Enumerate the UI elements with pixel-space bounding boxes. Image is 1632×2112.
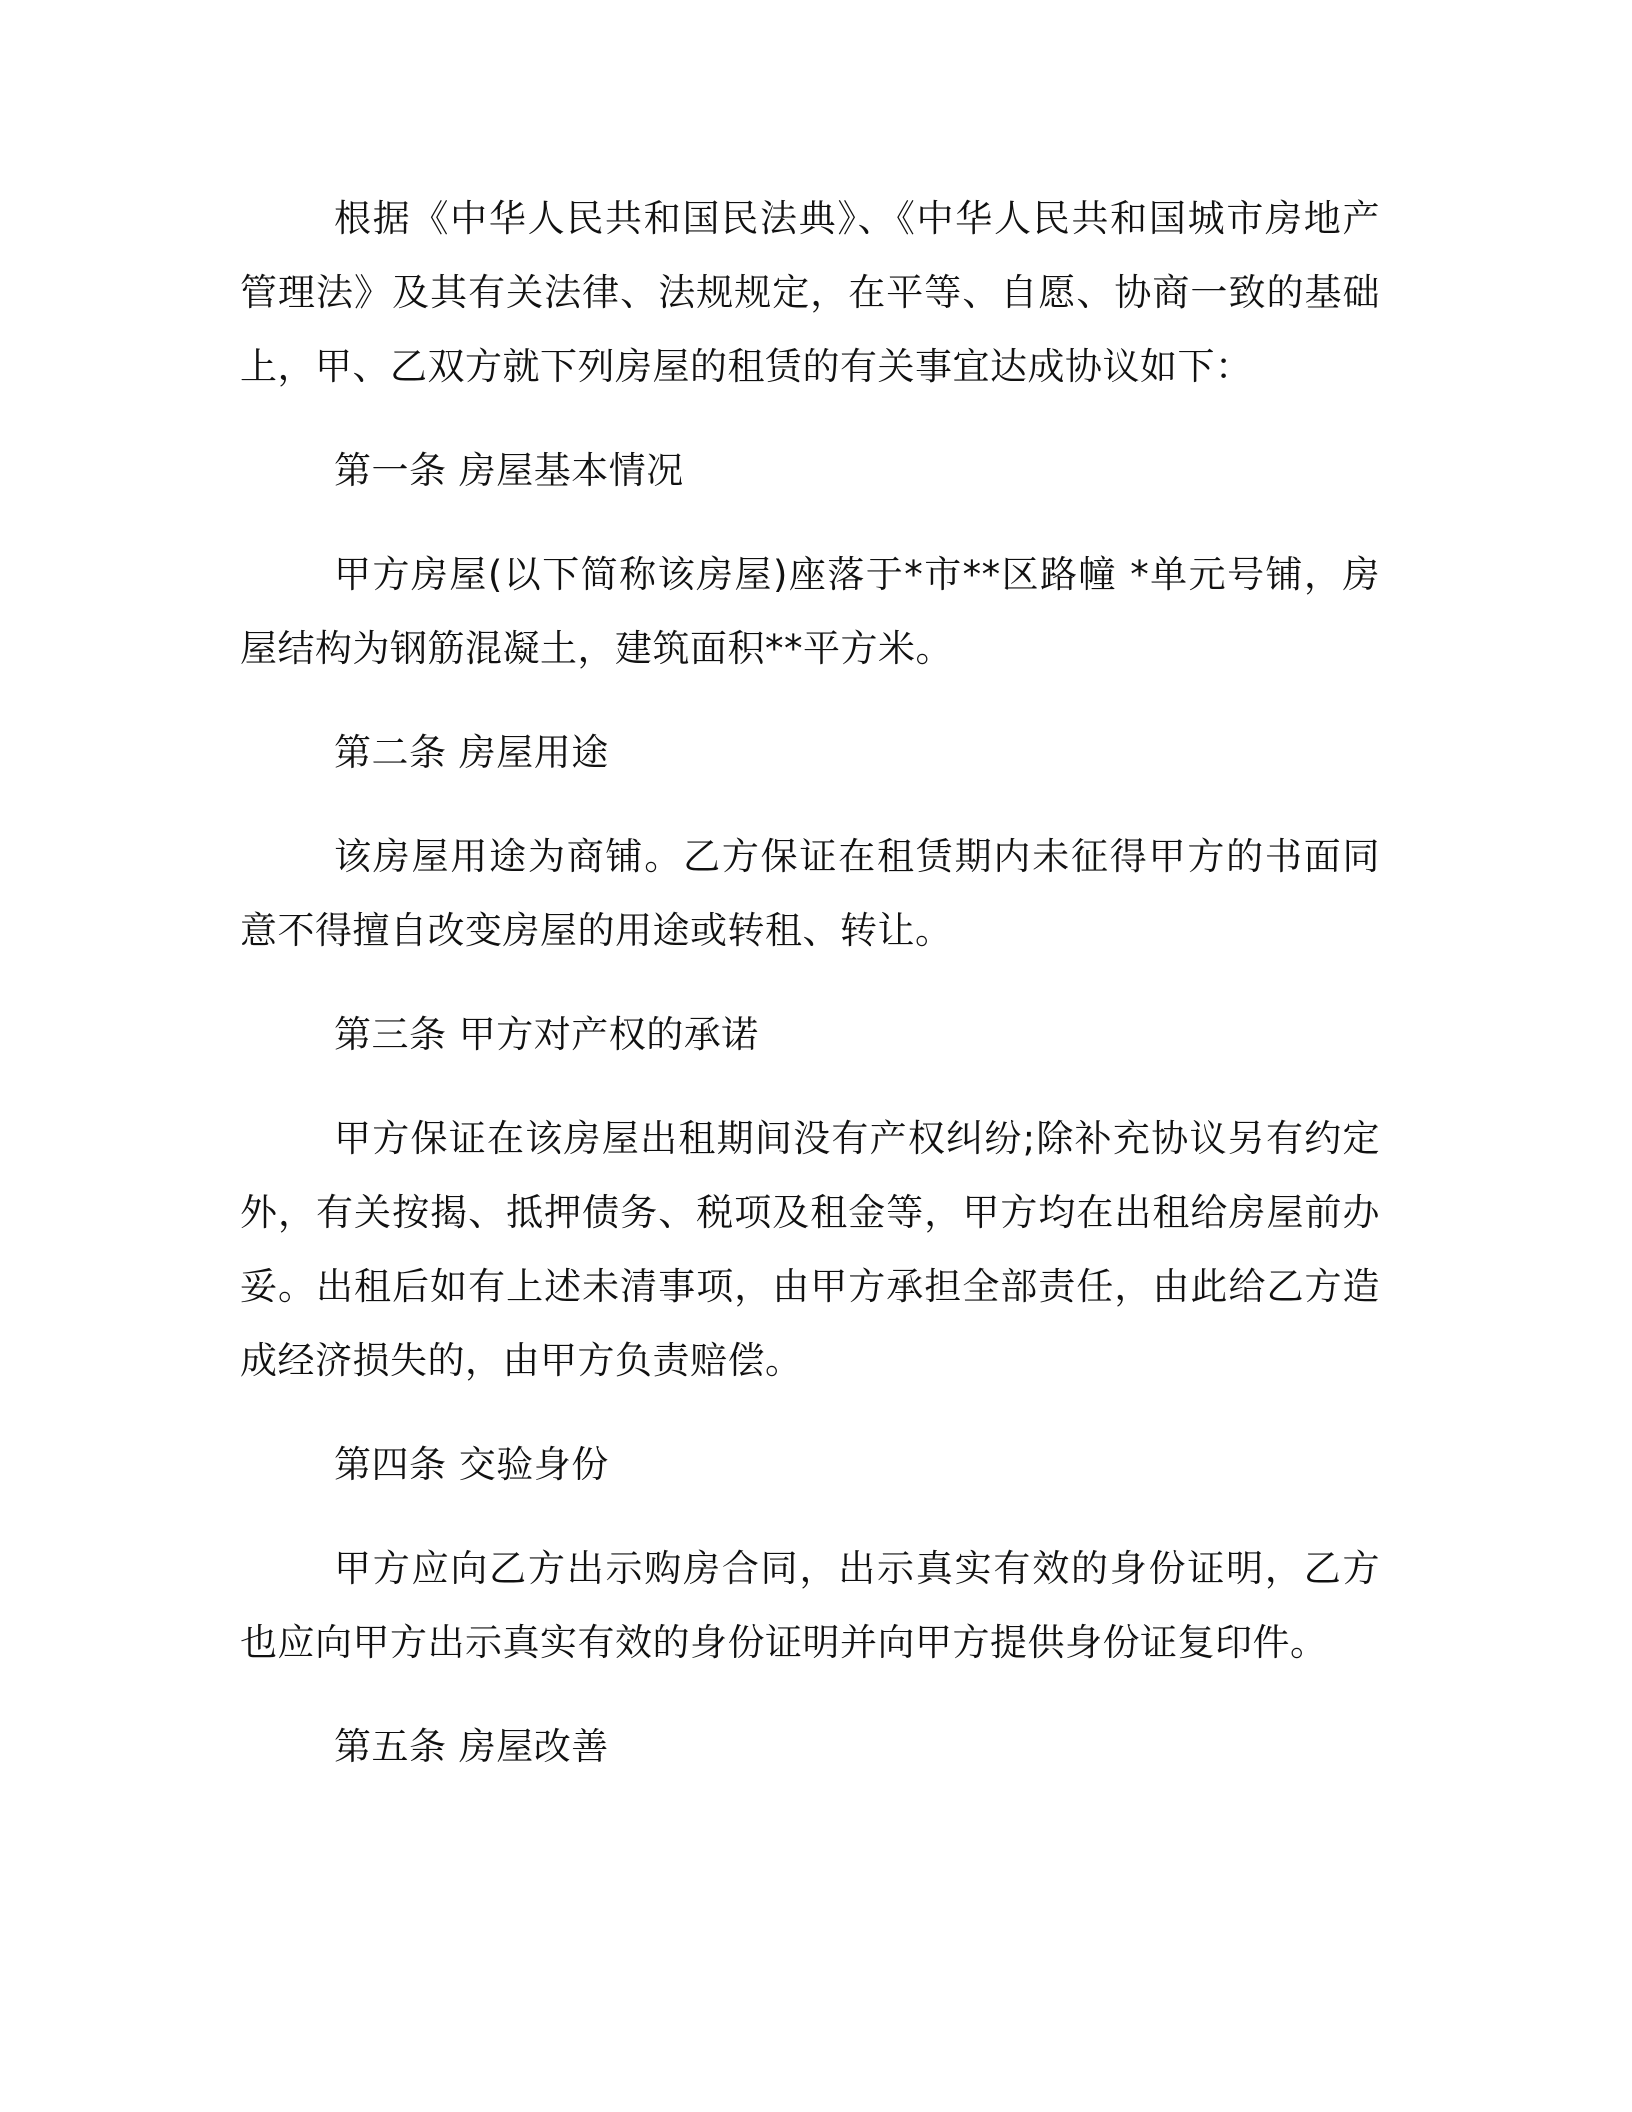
- article-5-heading: 第五条 房屋改善: [334, 1725, 609, 1768]
- article-2-heading: 第二条 房屋用途: [334, 731, 609, 774]
- document-body: [240, 182, 1380, 1814]
- article-1-heading: 第一条 房屋基本情况: [334, 449, 684, 492]
- intro-paragraph: 根据《中华人民共和国民法典》、《中华人民共和国城市房地产管理法》及其有关法律、法规规定，在平等、自愿、协商一致的基础上，甲、乙双方就下列房屋的租赁的有关事宜达成协议如下：: [240, 197, 1380, 388]
- article-3-heading: 第三条 甲方对产权的承诺: [334, 1013, 759, 1056]
- article-1-body: 甲方房屋(以下简称该房屋)座落于*市**区路幢 *单元号铺，房屋结构为钢筋混凝土，建筑面积**平方米。: [240, 553, 1380, 670]
- article-4-body: 甲方应向乙方出示购房合同，出示真实有效的身份证明，乙方也应向甲方出示真实有效的身份证明并向甲方提供身份证复印件。: [240, 1547, 1380, 1664]
- article-4-heading: 第四条 交验身份: [334, 1443, 609, 1486]
- article-3-body: 甲方保证在该房屋出租期间没有产权纠纷;除补充协议另有约定外，有关按揭、抵押债务、税项及租金等，甲方均在出租给房屋前办妥。出租后如有上述未清事项，由甲方承担全部责任，由此给乙方造成经济损失的，由甲方负责赔偿。: [240, 1117, 1380, 1382]
- article-2-body: 该房屋用途为商铺。乙方保证在租赁期内未征得甲方的书面同意不得擅自改变房屋的用途或转租、转让。: [240, 835, 1380, 952]
